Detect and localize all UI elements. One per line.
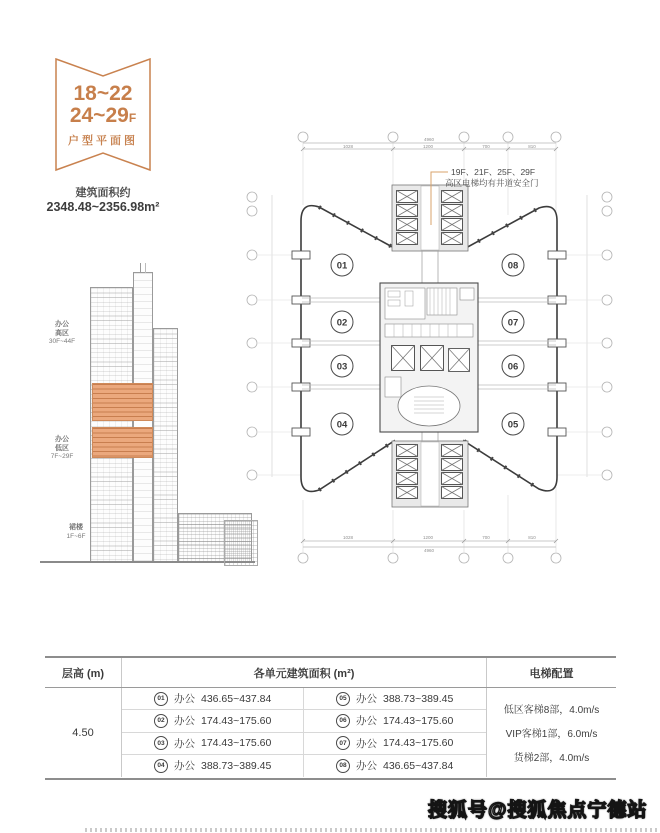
svg-text:810: 810	[528, 144, 536, 149]
badge-floors-line2: 24~29F	[69, 104, 137, 127]
spec-table-header	[45, 658, 616, 688]
grid-bubbles-right	[557, 192, 612, 480]
cropped-caption-strip	[85, 828, 658, 832]
svg-text:19F、21F、25F、29F: 19F、21F、25F、29F	[451, 167, 536, 177]
elevation-label-podium: 裙楼 1F~6F	[66, 524, 86, 540]
unit-area-cell-08: 08 办公 436.65~437.84	[304, 755, 486, 777]
central-core	[380, 283, 478, 432]
elevation-label-office-low: 办公 低区 7F~29F	[50, 436, 74, 460]
svg-text:1200: 1200	[422, 144, 434, 149]
unit-05	[502, 413, 524, 435]
svg-text:1028: 1028	[342, 535, 354, 540]
svg-text:07: 07	[507, 317, 519, 329]
area-note-value: 2348.48~2356.98m²	[46, 200, 160, 214]
elevation-label-office-high: 办公 高区 30F~44F	[48, 321, 76, 345]
badge-floors-line1: 18~22	[73, 82, 133, 105]
floor-range-badge	[55, 58, 151, 172]
watermark: 搜狐号@搜狐焦点宁德站	[428, 800, 648, 821]
svg-text:4960: 4960	[423, 137, 435, 142]
building-elevation-drawing	[40, 255, 255, 575]
unit-01	[331, 254, 353, 276]
svg-text:06: 06	[507, 361, 519, 373]
svg-text:高区电梯均有井道安全门: 高区电梯均有井道安全门	[445, 178, 539, 188]
svg-text:02: 02	[336, 317, 348, 329]
header-elevator-config: 电梯配置	[529, 667, 574, 680]
elevator-config-line: 货梯2部，4.0m/s	[513, 753, 590, 764]
svg-text:08: 08	[507, 260, 519, 272]
unit-area-cell-01: 01 办公 436.65~437.84	[122, 688, 304, 709]
spec-table	[45, 656, 616, 780]
unit-area-grid	[122, 688, 487, 777]
unit-number-badge: 08	[336, 759, 350, 773]
unit-area-cell-03: 03 办公 174.43~175.60	[122, 733, 304, 754]
dimension-bottom	[301, 535, 558, 553]
unit-area-cell-06: 06 办公 174.43~175.60	[304, 710, 486, 731]
unit-02	[331, 311, 353, 333]
unit-area-cell-05: 05 办公 388.73~389.45	[304, 688, 486, 709]
unit-number-badge: 07	[336, 736, 350, 750]
svg-text:03: 03	[336, 361, 348, 373]
dimension-top	[301, 137, 558, 151]
area-note-label: 建筑面积约	[75, 187, 131, 199]
svg-text:1028: 1028	[342, 144, 354, 149]
unit-04	[331, 413, 353, 435]
svg-text:04: 04	[336, 419, 348, 431]
elevation-highlight-band-upper	[92, 383, 153, 421]
unit-08	[502, 254, 524, 276]
stall-row	[385, 324, 473, 337]
unit-number-badge: 04	[154, 759, 168, 773]
elevation-antenna	[140, 263, 146, 273]
unit-07	[502, 311, 524, 333]
svg-text:05: 05	[507, 419, 519, 431]
elevator-config	[487, 688, 616, 777]
svg-text:700: 700	[482, 535, 490, 540]
grid-bubbles-left	[247, 192, 301, 480]
unit-area-cell-04: 04 办公 388.73~389.45	[122, 755, 304, 777]
elevation-highlight-band-lower	[92, 427, 153, 458]
unit-area-cell-02: 02 办公 174.43~175.60	[122, 710, 304, 731]
elevator-bank-bottom	[392, 432, 468, 507]
svg-text:810: 810	[528, 535, 536, 540]
stair-oval	[398, 386, 460, 426]
badge-title: 户型平面图	[68, 135, 138, 147]
svg-text:1200: 1200	[422, 535, 434, 540]
header-floor-height: 层高 (m)	[45, 658, 122, 687]
unit-area-cell-07: 07 办公 174.43~175.60	[304, 733, 486, 754]
unit-number-badge: 03	[154, 736, 168, 750]
svg-text:01: 01	[336, 260, 348, 272]
unit-number-badge: 01	[154, 692, 168, 706]
elevator-config-line: VIP客梯1部，6.0m/s	[505, 729, 598, 740]
unit-06	[502, 355, 524, 377]
unit-number-badge: 06	[336, 714, 350, 728]
floor-plan-drawing	[235, 125, 660, 585]
table-row	[122, 688, 486, 710]
unit-number-badge: 05	[336, 692, 350, 706]
elevation-main-tower	[90, 287, 133, 562]
elevation-right-tower	[153, 328, 178, 562]
table-row	[122, 733, 486, 755]
svg-text:4960: 4960	[423, 548, 435, 553]
stair-top	[427, 288, 457, 315]
unit-03	[331, 355, 353, 377]
table-row	[122, 755, 486, 777]
unit-number-badge: 02	[154, 714, 168, 728]
svg-text:700: 700	[482, 144, 490, 149]
badge-floor-suffix: F	[128, 111, 137, 125]
elevation-ground-line	[40, 561, 255, 563]
header-unit-area: 各单元建筑面积 (m²)	[122, 658, 487, 687]
table-row	[122, 710, 486, 732]
floor-height-value: 4.50	[45, 688, 122, 777]
elevator-config-line: 低区客梯8部，4.0m/s	[503, 705, 600, 716]
